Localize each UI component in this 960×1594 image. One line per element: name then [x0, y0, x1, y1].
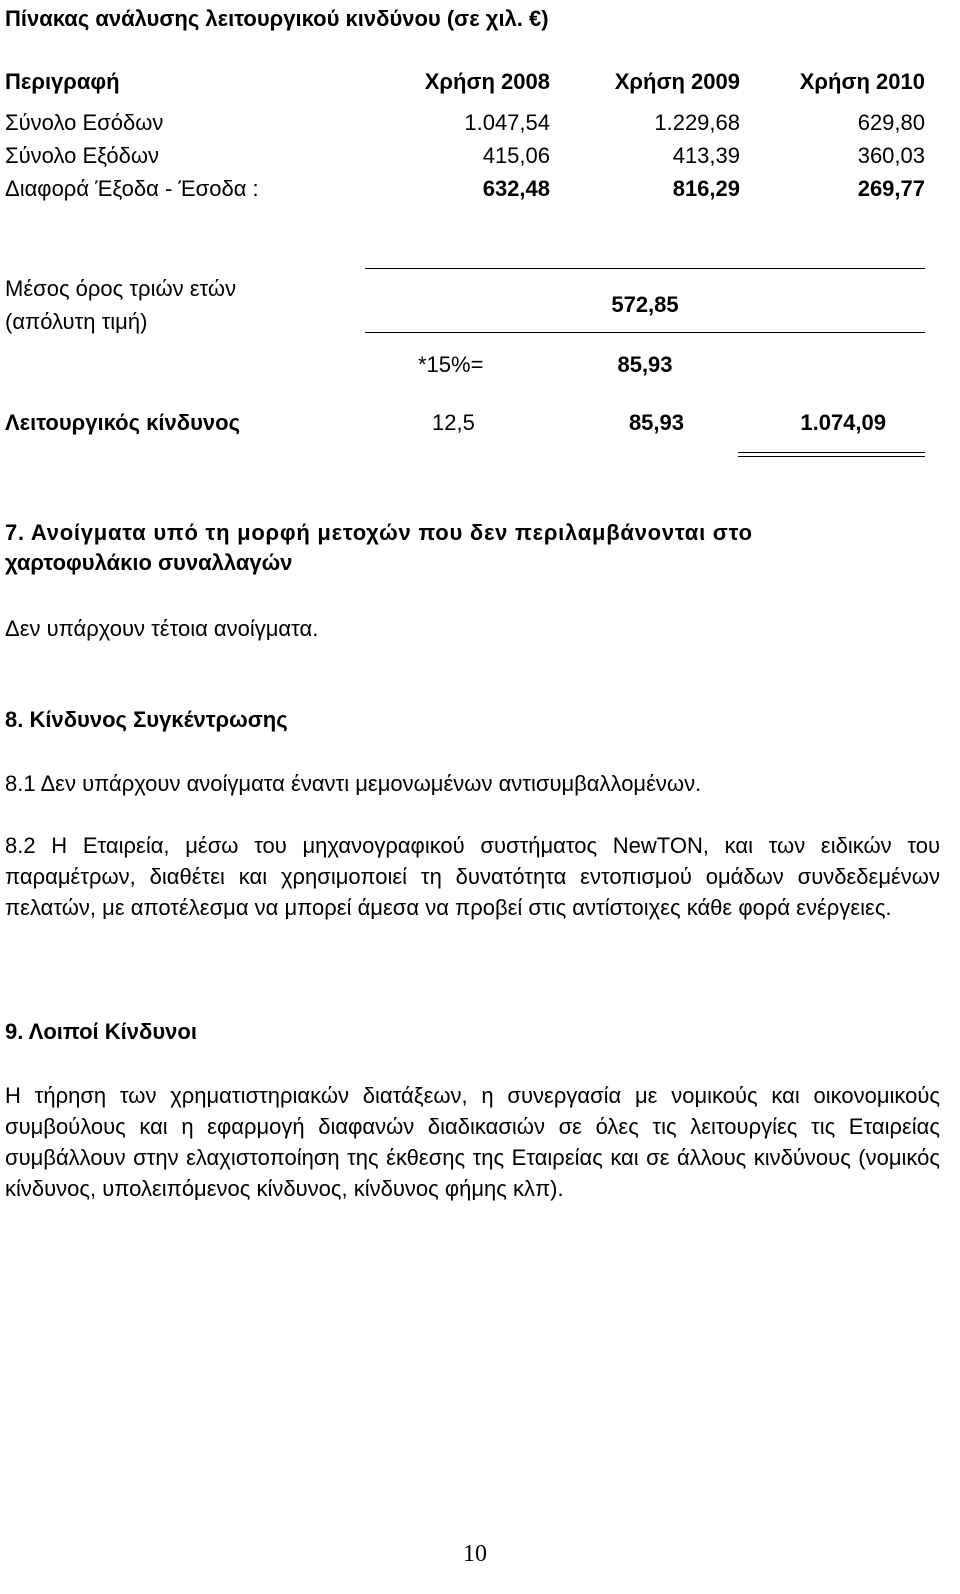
cell-income-2008: 1.047,54 — [464, 110, 550, 135]
rule-bottom — [365, 332, 925, 333]
column-header-2008: Χρήση 2008 — [424, 69, 550, 94]
section-8-paragraph-2: 8.2 Η Εταιρεία, μέσω του μηχανογραφικού συστήματος NewTON, και των ειδικών του παραμέτρων, διαθέτει και χρησιμοποιεί τη δυνατότητα εντοπισμού ομάδων συνδεδεμένων πελατών, με αποτέλεσμα να μπορεί άμεσα να προβεί στις αντίστοιχες κάθε φορά ενέργειες. — [5, 833, 940, 920]
column-header-2009: Χρήση 2009 — [614, 69, 740, 94]
average-label-line2: (απόλυτη τιμή) — [5, 309, 148, 334]
double-rule-b — [738, 456, 925, 457]
page-number: 10 — [463, 1541, 487, 1567]
cell-difference-2008: 632,48 — [482, 176, 550, 201]
section-7-heading-line2: χαρτοφυλάκιο συναλλαγών — [5, 550, 293, 575]
row-label-expenses: Σύνολο Εξόδων — [5, 143, 160, 168]
column-header-2010: Χρήση 2010 — [799, 69, 925, 94]
row-label-difference: Διαφορά Έξοδα - Έσοδα : — [5, 176, 259, 201]
row-label-income: Σύνολο Εσόδων — [5, 110, 164, 135]
cell-expenses-2008: 415,06 — [482, 143, 550, 168]
section-7-heading-line1: 7. Ανοίγματα υπό τη μορφή μετοχών που δεν περιλαμβάνονται στο — [5, 520, 753, 545]
cell-difference-2009: 816,29 — [672, 176, 740, 201]
double-rule-a — [738, 452, 925, 453]
cell-income-2009: 1.229,68 — [654, 110, 740, 135]
column-header-description: Περιγραφή — [5, 69, 120, 94]
average-label-line1: Μέσος όρος τριών ετών — [5, 276, 237, 301]
operational-risk-total: 1.074,09 — [800, 410, 886, 435]
section-7-body: Δεν υπάρχουν τέτοια ανοίγματα. — [5, 616, 319, 641]
operational-risk-label: Λειτουργικός κίνδυνος — [5, 410, 241, 435]
rule-top — [365, 268, 925, 269]
cell-expenses-2010: 360,03 — [857, 143, 925, 168]
average-value: 572,85 — [611, 292, 679, 317]
percentage-value: 85,93 — [617, 352, 673, 377]
cell-difference-2010: 269,77 — [857, 176, 925, 201]
section-8-heading: 8. Κίνδυνος Συγκέντρωσης — [5, 707, 288, 732]
operational-risk-factor: 12,5 — [432, 410, 475, 435]
cell-expenses-2009: 413,39 — [672, 143, 740, 168]
table-title: Πίνακας ανάλυσης λειτουργικού κινδύνου (σε χιλ. €) — [5, 6, 549, 31]
section-9-heading: 9. Λοιποί Κίνδυνοι — [5, 1019, 197, 1044]
operational-risk-base: 85,93 — [628, 410, 684, 435]
cell-income-2010: 629,80 — [857, 110, 925, 135]
section-9-body: Η τήρηση των χρηματιστηριακών διατάξεων, η συνεργασία με νομικούς και οικονομικούς συμβούλους και η εφαρμογή διαφανών διαδικασιών σε όλες τις λειτουργίες τις Εταιρείας συμβάλλουν στην ελαχιστοποίηση της έκθεσης της Εταιρείας και σε άλλους κινδύνους (νομικός κίνδυνος, υπολειπόμενος κίνδυνος, κίνδυνος φήμης κλπ). — [5, 1083, 940, 1201]
section-8-paragraph-1: 8.1 Δεν υπάρχουν ανοίγματα έναντι μεμονωμένων αντισυμβαλλομένων. — [5, 771, 702, 796]
percentage-label: *15%= — [418, 352, 484, 377]
